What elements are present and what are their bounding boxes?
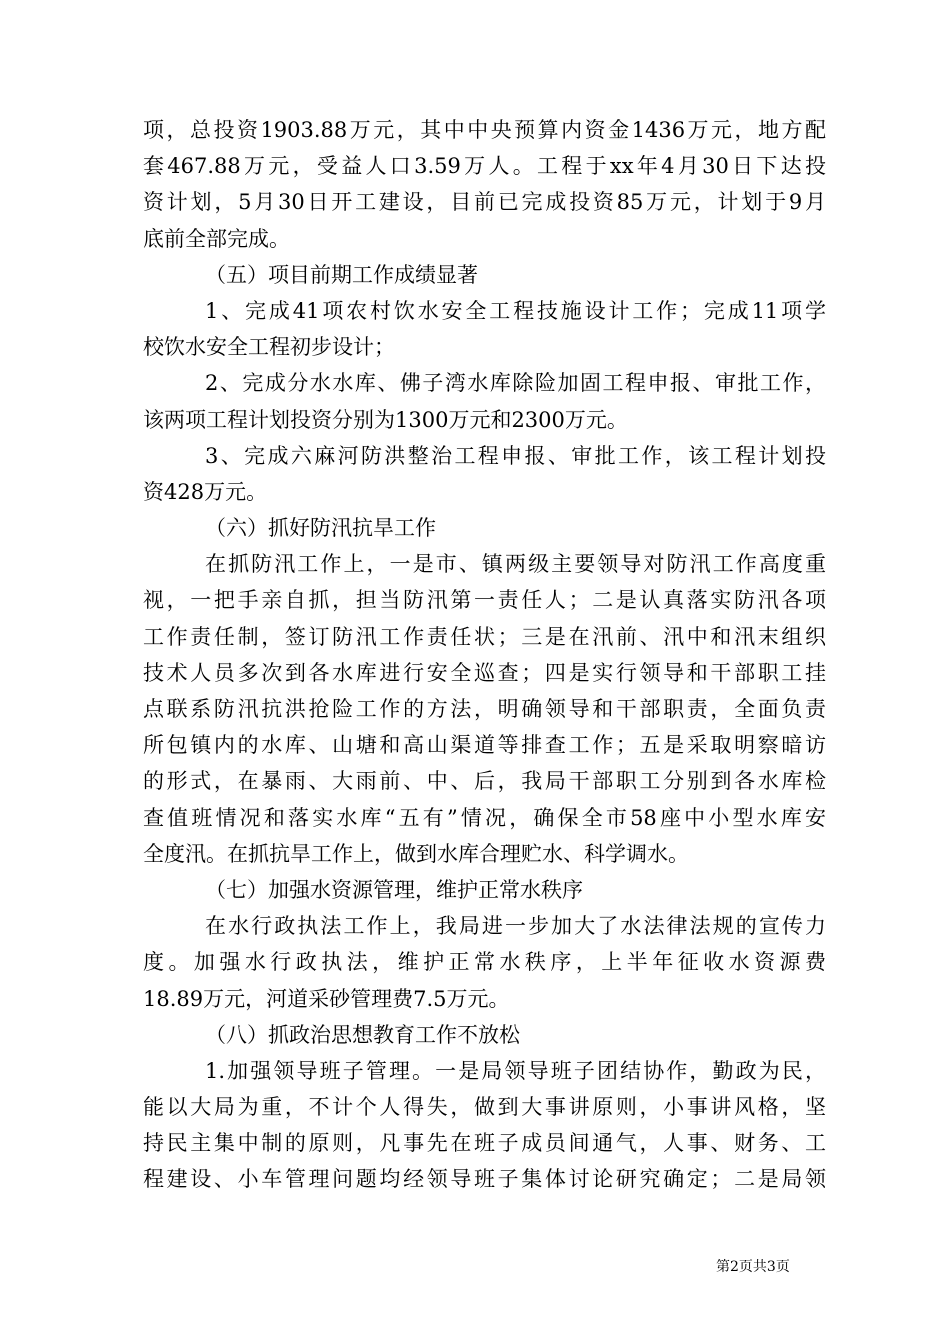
section-heading: （八）抓政治思想教育工作不放松 — [205, 1022, 520, 1047]
paragraph-line: 1、完成41项农村饮水安全工程技施设计工作；完成11项学 — [205, 298, 826, 323]
paragraph-line: 18.89万元，河道采砂管理费7.5万元。 — [143, 986, 510, 1011]
paragraph-line: 资428万元。 — [143, 479, 268, 504]
paragraph-line: 度。加强水行政执法，维护正常水秩序，上半年征收水资源费 — [143, 950, 826, 975]
paragraph-line: 1.加强领导班子管理。一是局领导班子团结协作，勤政为民， — [205, 1058, 826, 1083]
paragraph-line: 套467.88万元，受益人口3.59万人。工程于xx年4月30日下达投 — [143, 154, 826, 179]
paragraph-line: 校饮水安全工程初步设计； — [143, 335, 395, 360]
paragraph-line: 在水行政执法工作上，我局进一步加大了水法律法规的宣传力 — [205, 914, 826, 939]
paragraph-line: 资计划，5月30日开工建设，目前已完成投资85万元，计划于9月 — [143, 190, 826, 215]
section-heading: （七）加强水资源管理，维护正常水秩序 — [205, 877, 583, 902]
paragraph-line: 项，总投资1903.88万元，其中中央预算内资金1436万元，地方配 — [143, 118, 826, 142]
paragraph-line: 持民主集中制的原则，凡事先在班子成员间通气，人事、财务、工 — [143, 1131, 826, 1156]
paragraph-line: 的形式，在暴雨、大雨前、中、后，我局干部职工分别到各水库检 — [143, 769, 826, 794]
paragraph-line: 2、完成分水水库、佛子湾水库除险加固工程申报、审批工作， — [205, 371, 826, 396]
paragraph-line: 全度汛。在抓抗旱工作上，做到水库合理贮水、科学调水。 — [143, 841, 689, 866]
section-heading: （六）抓好防汛抗旱工作 — [205, 516, 436, 541]
document-body — [143, 112, 826, 1198]
paragraph-line: 工作责任制，签订防汛工作责任状；三是在汛前、汛中和汛末组织 — [143, 624, 826, 649]
section-heading: （五）项目前期工作成绩显著 — [205, 262, 478, 287]
paragraph-line: 在抓防汛工作上，一是市、镇两级主要领导对防汛工作高度重 — [205, 552, 826, 577]
paragraph-line: 该两项工程计划投资分别为1300万元和2300万元。 — [143, 407, 628, 432]
paragraph-line: 能以大局为重，不计个人得失，做到大事讲原则，小事讲风格，坚 — [143, 1095, 826, 1120]
paragraph-line: 底前全部完成。 — [143, 226, 290, 251]
paragraph-line: 视，一把手亲自抓，担当防汛第一责任人；二是认真落实防汛各项 — [143, 588, 826, 613]
paragraph-line: 所包镇内的水库、山塘和高山渠道等排查工作；五是采取明察暗访 — [143, 733, 826, 758]
paragraph-line: 查值班情况和落实水库“五有”情况，确保全市58座中小型水库安 — [143, 805, 826, 830]
paragraph-line: 技术人员多次到各水库进行安全巡查；四是实行领导和干部职工挂 — [143, 660, 826, 685]
paragraph-line: 程建设、小车管理问题均经领导班子集体讨论研究确定；二是局领 — [143, 1167, 826, 1192]
paragraph-line: 点联系防汛抗洪抢险工作的方法，明确领导和干部职责，全面负责 — [143, 697, 826, 721]
page-number: 第2页共3页 — [716, 1259, 790, 1275]
paragraph-line: 3、完成六麻河防洪整治工程申报、审批工作，该工程计划投 — [205, 443, 826, 468]
